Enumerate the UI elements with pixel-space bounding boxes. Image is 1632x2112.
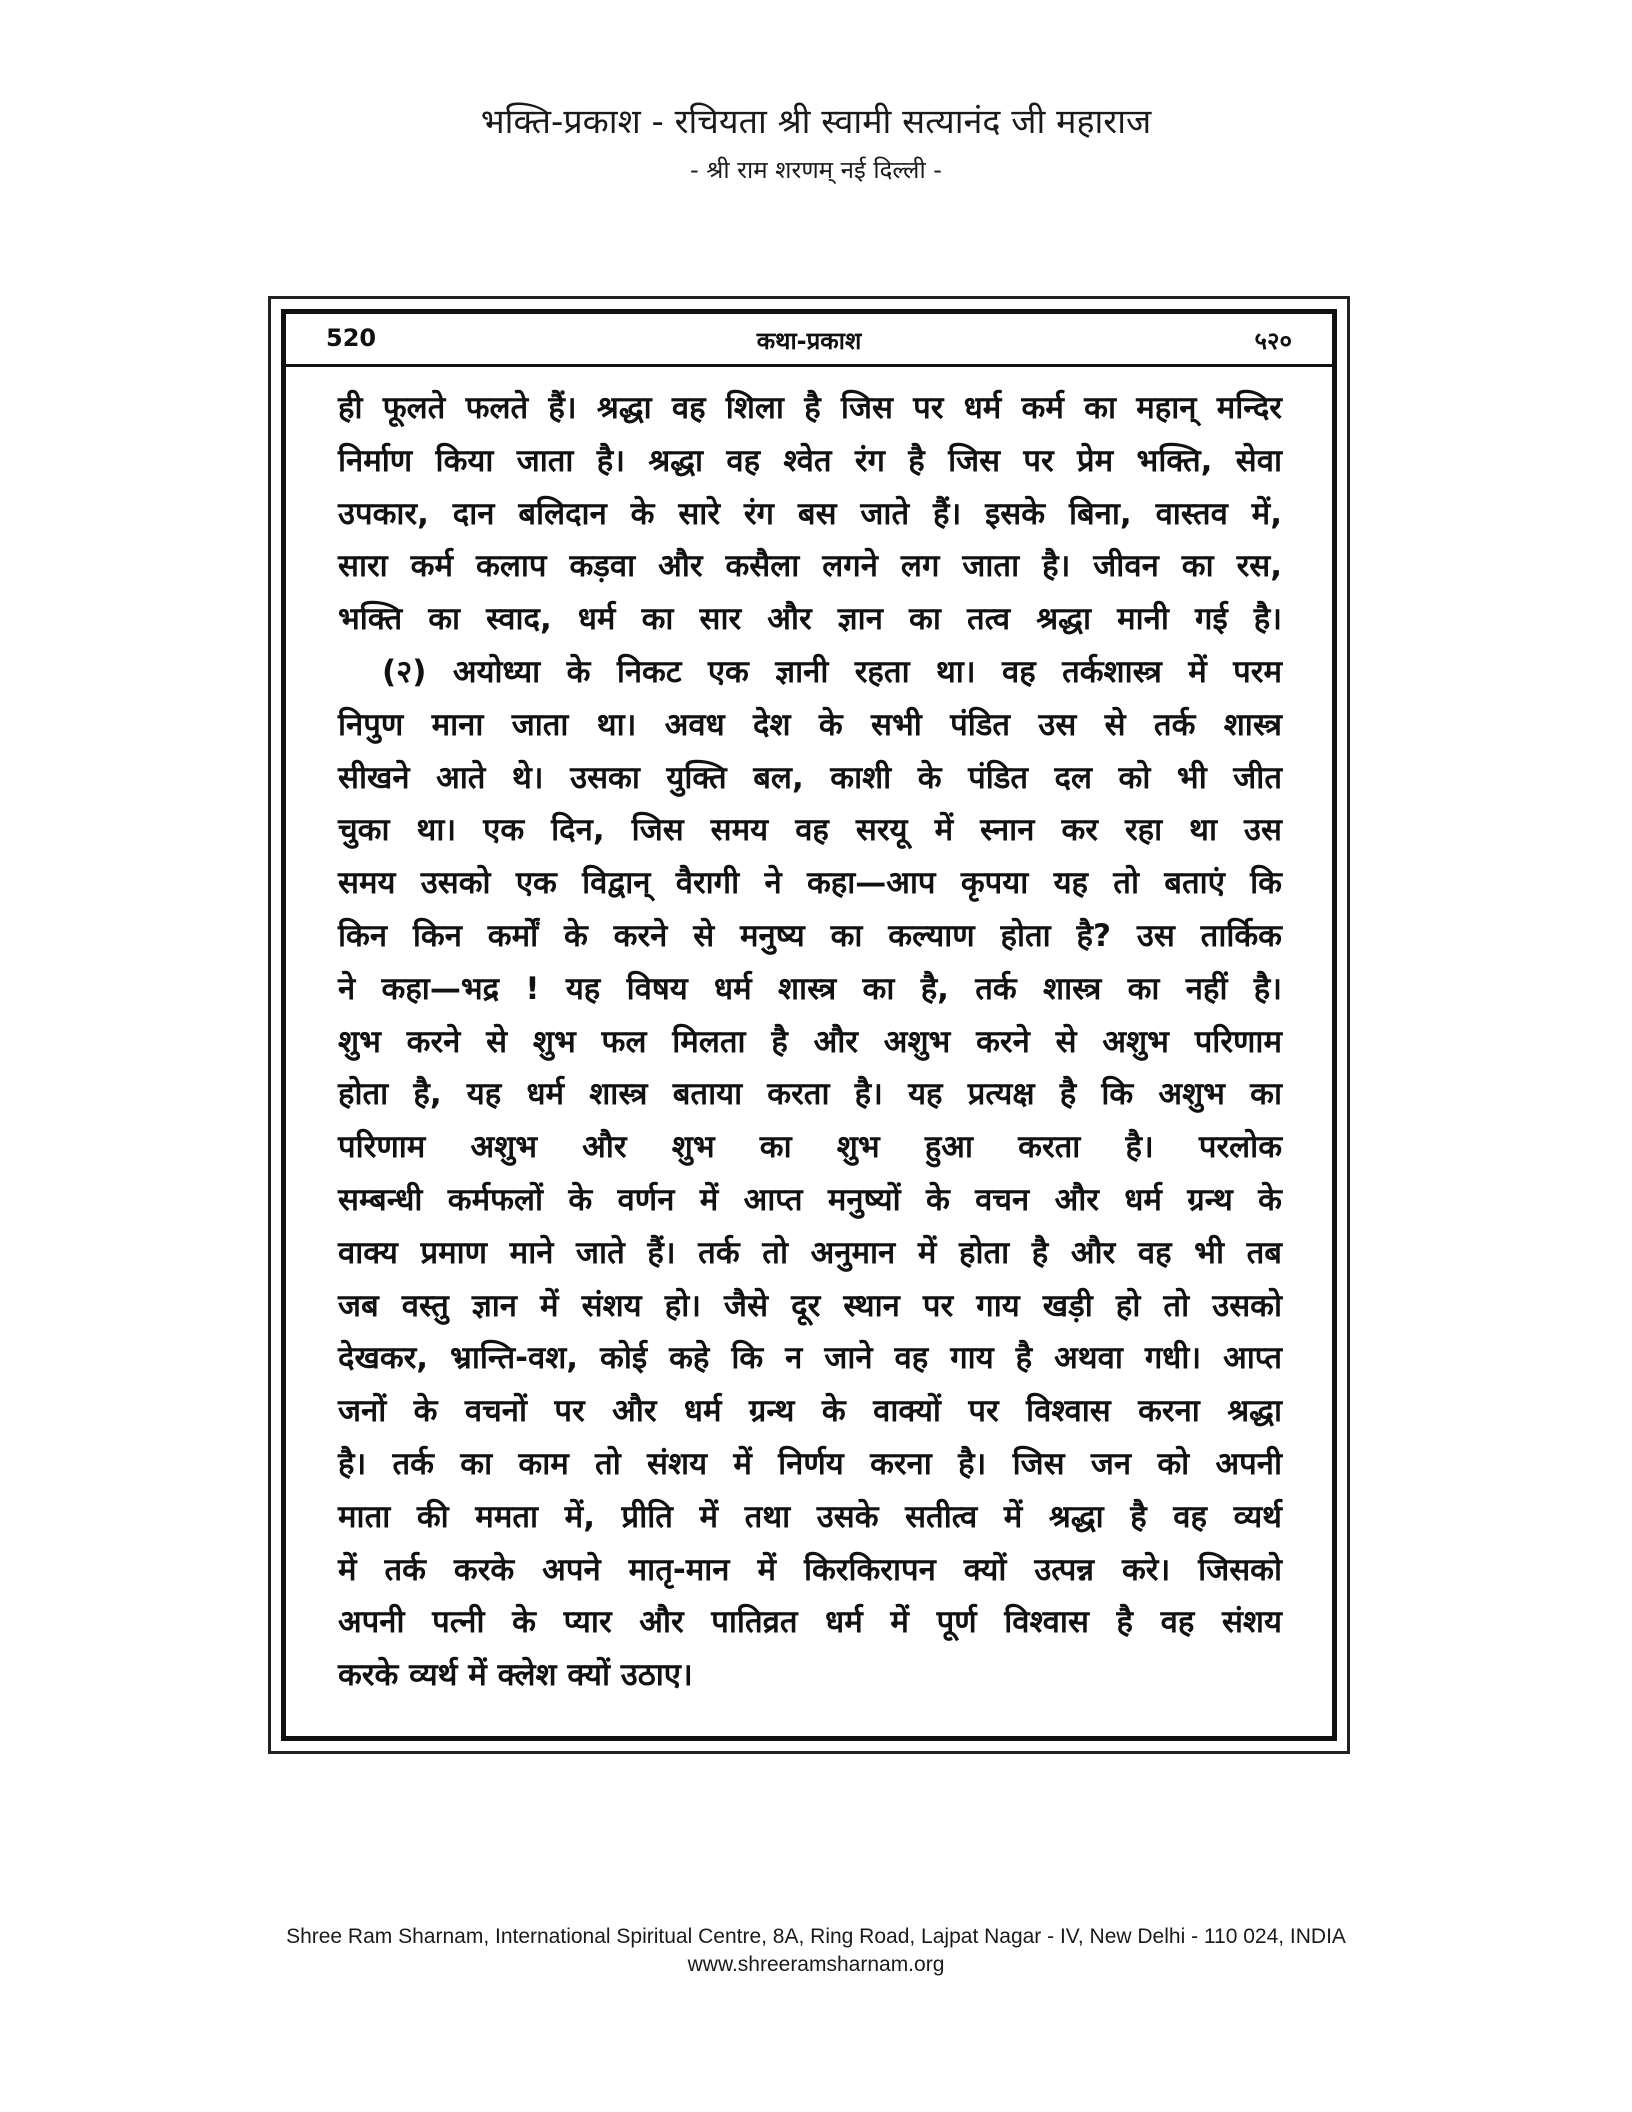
text-line: में तर्क करके अपने मातृ-मान में किरकिरापन क्यों उत्पन्न करे। जिसको xyxy=(338,1551,1282,1588)
text-line: ने कहा—भद्र ! यह विषय धर्म शास्त्र का है, तर्क शास्त्र का नहीं है। xyxy=(338,970,1282,1007)
header-title: भक्ति-प्रकाश - रचियता श्री स्वामी सत्यानंद जी महाराज xyxy=(480,102,1152,142)
text-line: परिणाम अशुभ और शुभ का शुभ हुआ करता है। परलोक xyxy=(338,1129,1282,1166)
text-line: ही फूलते फलते हैं। श्रद्धा वह शिला है जिस पर धर्म कर्म का महान् मन्दिर xyxy=(338,390,1282,426)
text-line: करके व्यर्थ में क्लेश क्यों उठाए। xyxy=(338,1657,693,1694)
page-number-devanagari: ५२० xyxy=(1254,327,1292,355)
text-line: शुभ करने से शुभ फल मिलता है और अशुभ करने से अशुभ परिणाम xyxy=(338,1023,1282,1060)
page-footer xyxy=(0,1923,1632,1979)
text-line: देखकर, भ्रान्ति-वश, कोई कहे कि न जाने वह गाय है अथवा गधी। आप्त xyxy=(338,1340,1282,1377)
text-line: अपनी पत्नी के प्यार और पातिव्रत धर्म में पूर्ण विश्वास है वह संशय xyxy=(338,1604,1282,1641)
body-text xyxy=(338,382,1282,1702)
text-line: सम्बन्धी कर्मफलों के वर्णन में आप्त मनुष्यों के वचन और धर्म ग्रन्थ के xyxy=(338,1181,1282,1218)
text-line: वाक्य प्रमाण माने जाते हैं। तर्क तो अनुमान में होता है और वह भी तब xyxy=(338,1234,1282,1271)
text-line: जनों के वचनों पर और धर्म ग्रन्थ के वाक्यों पर विश्वास करना श्रद्धा xyxy=(338,1393,1282,1430)
text-line: है। तर्क का काम तो संशय में निर्णय करना है। जिस जन को अपनी xyxy=(338,1445,1282,1482)
text-line: समय उसको एक विद्वान् वैरागी ने कहा—आप कृपया यह तो बताएं कि xyxy=(338,865,1282,902)
text-line: निर्माण किया जाता है। श्रद्धा वह श्वेत रंग है जिस पर प्रेम भक्ति, सेवा xyxy=(338,442,1282,479)
page-number-latin: 520 xyxy=(326,324,377,352)
footer-address: Shree Ram Sharnam, International Spiritual Centre, 8A, Ring Road, Lajpat Nagar - IV, New Delhi - 110 024, INDIA xyxy=(286,1925,1346,1948)
text-line: (२) अयोध्या के निकट एक ज्ञानी रहता था। वह तर्कशास्त्र में परम xyxy=(382,653,1282,690)
text-line: किन किन कर्मों के करने से मनुष्य का कल्याण होता है? उस तार्किक xyxy=(338,917,1282,954)
text-line: जब वस्तु ज्ञान में संशय हो। जैसे दूर स्थान पर गाय खड़ी हो तो उसको xyxy=(338,1287,1282,1324)
section-title: कथा-प्रकाश xyxy=(756,327,862,355)
text-line: चुका था। एक दिन, जिस समय वह सरयू में स्नान कर रहा था उस xyxy=(338,812,1282,849)
text-line: उपकार, दान बलिदान के सारे रंग बस जाते हैं। इसके बिना, वास्तव में, xyxy=(338,495,1282,532)
running-head xyxy=(286,314,1332,367)
text-line: सीखने आते थे। उसका युक्ति बल, काशी के पंडित दल को भी जीत xyxy=(338,759,1282,796)
text-line: भक्ति का स्वाद, धर्म का सार और ज्ञान का तत्व श्रद्धा मानी गई है। xyxy=(338,601,1282,638)
footer-website[interactable]: www.shreeramsharnam.org xyxy=(687,1953,945,1976)
page-frame xyxy=(268,296,1350,1754)
page-frame-inner xyxy=(281,309,1337,1741)
text-line: सारा कर्म कलाप कड़वा और कसैला लगने लग जाता है। जीवन का रस, xyxy=(338,548,1282,585)
page-header xyxy=(0,100,1632,188)
header-subtitle: - श्री राम शरणम् नई दिल्ली - xyxy=(690,156,942,184)
text-line: होता है, यह धर्म शास्त्र बताया करता है। यह प्रत्यक्ष है कि अशुभ का xyxy=(338,1076,1282,1113)
text-line: निपुण माना जाता था। अवध देश के सभी पंडित उस से तर्क शास्त्र xyxy=(338,706,1282,743)
text-line: माता की ममता में, प्रीति में तथा उसके सतीत्व में श्रद्धा है वह व्यर्थ xyxy=(338,1498,1282,1535)
